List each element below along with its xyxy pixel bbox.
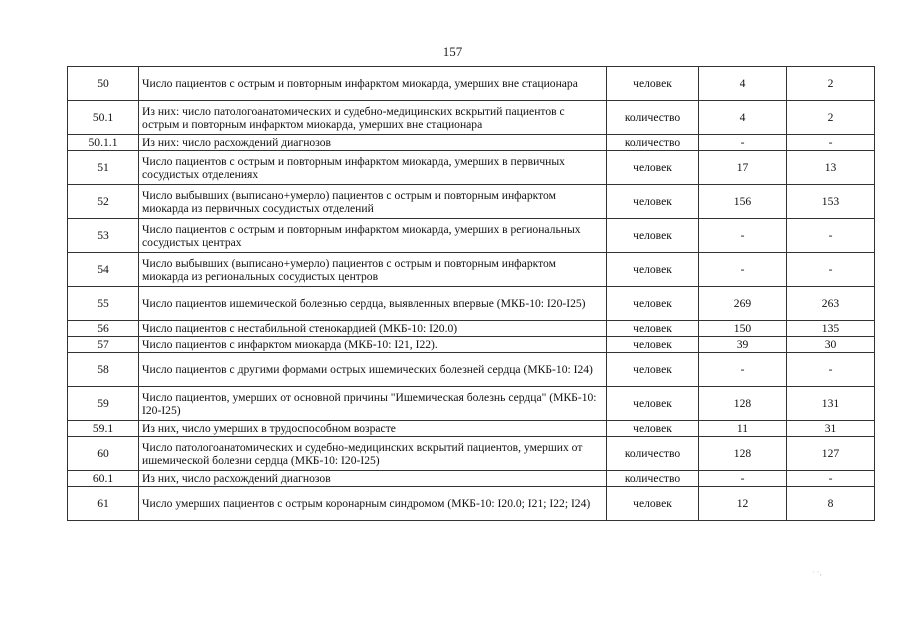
row-value-1-cell: 12 [699, 487, 787, 521]
row-unit-cell: количество [607, 135, 699, 151]
row-value-2-cell: 8 [787, 487, 875, 521]
table-row [68, 151, 875, 185]
table-row [68, 471, 875, 487]
row-unit-cell: человек [607, 219, 699, 253]
scan-specks: · ·‚ [812, 568, 822, 577]
row-code-cell: 50.1 [68, 101, 139, 135]
row-unit-cell: человек [607, 353, 699, 387]
table-row [68, 387, 875, 421]
row-value-1-cell: 128 [699, 437, 787, 471]
row-value-2-cell: 127 [787, 437, 875, 471]
row-value-2-cell: - [787, 135, 875, 151]
row-code-cell: 54 [68, 253, 139, 287]
row-value-2-cell: - [787, 253, 875, 287]
row-value-2-cell: - [787, 219, 875, 253]
row-indicator-cell: Число пациентов ишемической болезнью сердца, выявленных впервые (МКБ-10: I20-I25) [139, 287, 607, 321]
row-unit-cell: человек [607, 185, 699, 219]
row-indicator-cell: Число выбывших (выписано+умерло) пациентов с острым и повторным инфарктом миокарда из первичных сосудистых отделений [139, 185, 607, 219]
table-row [68, 487, 875, 521]
row-code-cell: 57 [68, 337, 139, 353]
table-body [68, 67, 875, 521]
row-value-2-cell: - [787, 353, 875, 387]
row-code-cell: 60.1 [68, 471, 139, 487]
row-code-cell: 56 [68, 321, 139, 337]
row-value-2-cell: 131 [787, 387, 875, 421]
row-indicator-cell: Из них, число расхождений диагнозов [139, 471, 607, 487]
row-value-2-cell: - [787, 471, 875, 487]
row-value-2-cell: 263 [787, 287, 875, 321]
row-code-cell: 59.1 [68, 421, 139, 437]
table-row [68, 287, 875, 321]
table-row [68, 185, 875, 219]
row-indicator-cell: Число пациентов с острым и повторным инфарктом миокарда, умерших вне стационара [139, 67, 607, 101]
table-row [68, 437, 875, 471]
row-value-2-cell: 30 [787, 337, 875, 353]
row-value-2-cell: 2 [787, 67, 875, 101]
table-row [68, 321, 875, 337]
table-row [68, 135, 875, 151]
row-value-1-cell: - [699, 253, 787, 287]
row-value-1-cell: - [699, 353, 787, 387]
row-indicator-cell: Число патологоанатомических и судебно-медицинских вскрытий пациентов, умерших от ишемической болезни сердца (МКБ-10: I20-I25) [139, 437, 607, 471]
row-unit-cell: человек [607, 321, 699, 337]
row-value-1-cell: - [699, 471, 787, 487]
row-unit-cell: количество [607, 101, 699, 135]
row-unit-cell: человек [607, 487, 699, 521]
page-number: 157 [442, 44, 463, 59]
table-row [68, 253, 875, 287]
row-code-cell: 55 [68, 287, 139, 321]
row-indicator-cell: Из них: число патологоанатомических и судебно-медицинских вскрытий пациентов с острым и повторным инфарктом миокарда, умерших вне стационара [139, 101, 607, 135]
row-value-2-cell: 135 [787, 321, 875, 337]
table-row [68, 219, 875, 253]
row-value-1-cell: 4 [699, 101, 787, 135]
row-indicator-cell: Число умерших пациентов с острым коронарным синдромом (МКБ-10: I20.0; I21; I22; I24) [139, 487, 607, 521]
row-unit-cell: человек [607, 253, 699, 287]
row-indicator-cell: Число пациентов, умерших от основной причины "Ишемическая болезнь сердца" (МКБ-10: I20-I25) [139, 387, 607, 421]
table-row [68, 421, 875, 437]
row-code-cell: 59 [68, 387, 139, 421]
row-unit-cell: человек [607, 67, 699, 101]
table-row [68, 101, 875, 135]
row-indicator-cell: Число пациентов с другими формами острых ишемических болезней сердца (МКБ-10: I24) [139, 353, 607, 387]
row-value-1-cell: 17 [699, 151, 787, 185]
row-code-cell: 60 [68, 437, 139, 471]
row-value-2-cell: 153 [787, 185, 875, 219]
row-value-1-cell: 11 [699, 421, 787, 437]
table-row [68, 353, 875, 387]
row-indicator-cell: Число пациентов с острым и повторным инфарктом миокарда, умерших в первичных сосудистых отделениях [139, 151, 607, 185]
row-unit-cell: человек [607, 421, 699, 437]
row-value-1-cell: 150 [699, 321, 787, 337]
row-value-2-cell: 31 [787, 421, 875, 437]
row-unit-cell: человек [607, 287, 699, 321]
row-value-2-cell: 13 [787, 151, 875, 185]
row-code-cell: 50.1.1 [68, 135, 139, 151]
row-code-cell: 53 [68, 219, 139, 253]
row-value-1-cell: - [699, 135, 787, 151]
row-code-cell: 50 [68, 67, 139, 101]
row-indicator-cell: Число пациентов с нестабильной стенокардией (МКБ-10: I20.0) [139, 321, 607, 337]
row-value-1-cell: 4 [699, 67, 787, 101]
row-value-1-cell: - [699, 219, 787, 253]
row-code-cell: 58 [68, 353, 139, 387]
row-indicator-cell: Число выбывших (выписано+умерло) пациентов с острым и повторным инфарктом миокарда из региональных сосудистых центров [139, 253, 607, 287]
row-code-cell: 51 [68, 151, 139, 185]
row-indicator-cell: Из них, число умерших в трудоспособном возрасте [139, 421, 607, 437]
row-indicator-cell: Число пациентов с инфарктом миокарда (МКБ-10: I21, I22). [139, 337, 607, 353]
row-indicator-cell: Из них: число расхождений диагнозов [139, 135, 607, 151]
table-row [68, 337, 875, 353]
row-value-1-cell: 128 [699, 387, 787, 421]
row-unit-cell: человек [607, 151, 699, 185]
indicator-table [67, 66, 875, 521]
row-value-1-cell: 39 [699, 337, 787, 353]
row-code-cell: 61 [68, 487, 139, 521]
row-value-1-cell: 269 [699, 287, 787, 321]
row-unit-cell: количество [607, 437, 699, 471]
row-code-cell: 52 [68, 185, 139, 219]
row-value-1-cell: 156 [699, 185, 787, 219]
row-unit-cell: человек [607, 387, 699, 421]
table-row [68, 67, 875, 101]
row-unit-cell: человек [607, 337, 699, 353]
row-unit-cell: количество [607, 471, 699, 487]
row-indicator-cell: Число пациентов с острым и повторным инфарктом миокарда, умерших в региональных сосудистых центрах [139, 219, 607, 253]
row-value-2-cell: 2 [787, 101, 875, 135]
